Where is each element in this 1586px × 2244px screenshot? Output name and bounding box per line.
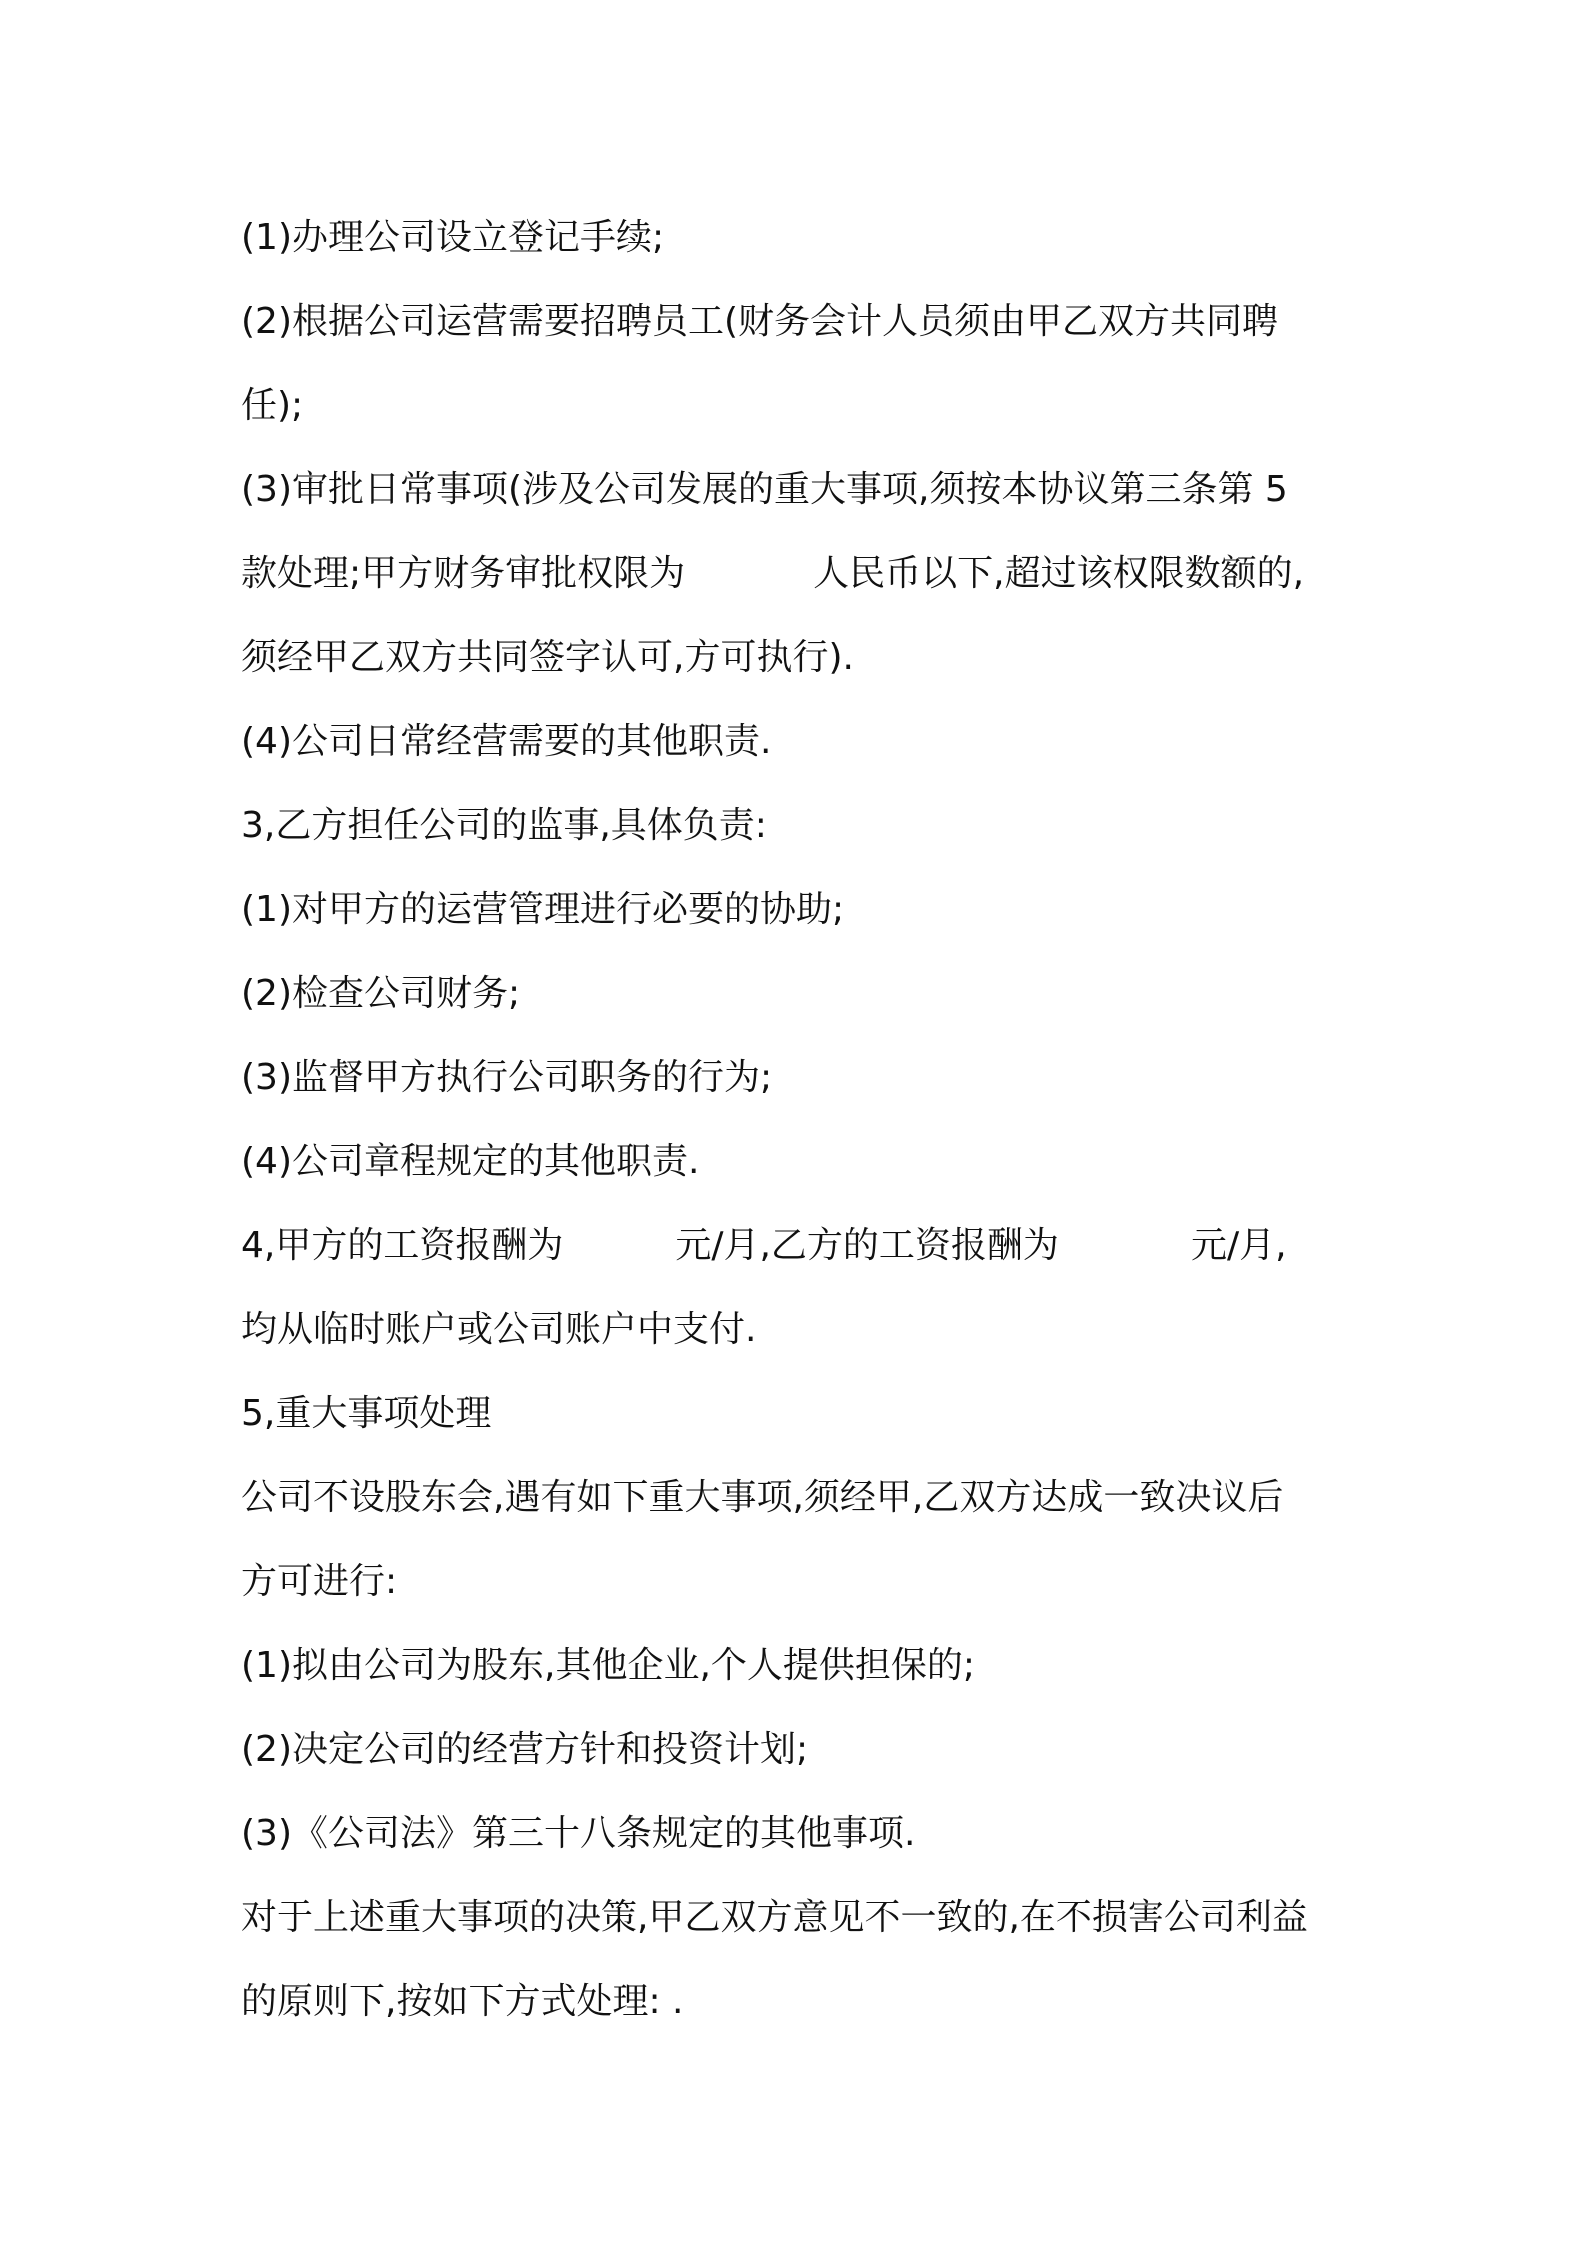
line-text: 5,重大事项处理 (241, 1393, 492, 1434)
text-line (241, 1036, 1361, 1120)
text-line (241, 616, 1361, 700)
line-text: (3)监督甲方执行公司职务的行为; (241, 1057, 773, 1098)
line-text: (1)对甲方的运营管理进行必要的协助; (241, 889, 845, 930)
line-text: 款处理;甲方财务审批权限为 (241, 553, 686, 594)
line-text: (1)拟由公司为股东,其他企业,个人提供担保的; (241, 1645, 976, 1686)
text-line (241, 784, 1361, 868)
line-text: 须经甲乙双方共同签字认可,方可执行). (241, 637, 854, 678)
text-line (241, 1960, 1361, 2044)
line-text: (2)根据公司运营需要招聘员工(财务会计人员须由甲乙双方共同聘 (241, 301, 1279, 342)
line-text: 对于上述重大事项的决策,甲乙双方意见不一致的,在不损害公司利益 (241, 1897, 1308, 1938)
text-line (241, 1792, 1361, 1876)
text-line (241, 1372, 1361, 1456)
text-line (241, 1624, 1361, 1708)
text-line (241, 868, 1361, 952)
text-line (241, 952, 1361, 1036)
text-line (241, 280, 1361, 364)
text-line (241, 364, 1361, 448)
text-line (241, 1540, 1361, 1624)
line-text: 方可进行: (241, 1561, 398, 1602)
line-text: (3)审批日常事项(涉及公司发展的重大事项,须按本协议第三条第 5 (241, 469, 1288, 510)
line-text: (3)《公司法》第三十八条规定的其他事项. (241, 1813, 916, 1854)
text-line (241, 700, 1361, 784)
line-text: 元/月,乙方的工资报酬为 (675, 1225, 1059, 1266)
line-text: (4)公司章程规定的其他职责. (241, 1141, 700, 1182)
document-body (241, 196, 1361, 2044)
text-line (241, 1876, 1361, 1960)
text-line (241, 448, 1361, 532)
line-text: 人民币以下,超过该权限数额的, (813, 553, 1305, 594)
text-line (241, 1456, 1361, 1540)
text-line (241, 1204, 1361, 1288)
line-text: (1)办理公司设立登记手续; (241, 217, 665, 258)
text-line (241, 1120, 1361, 1204)
line-text: 公司不设股东会,遇有如下重大事项,须经甲,乙双方达成一致决议后 (241, 1477, 1284, 1518)
line-text: 3,乙方担任公司的监事,具体负责: (241, 805, 767, 846)
text-line (241, 196, 1361, 280)
text-line (241, 1288, 1361, 1372)
line-text: 任); (241, 385, 304, 426)
line-text: (4)公司日常经营需要的其他职责. (241, 721, 772, 762)
line-text: 元/月, (1190, 1225, 1287, 1266)
text-line (241, 532, 1361, 616)
line-text: 4,甲方的工资报酬为 (241, 1225, 564, 1266)
text-line (241, 1708, 1361, 1792)
line-text: 的原则下,按如下方式处理: . (241, 1981, 684, 2022)
line-text: 均从临时账户或公司账户中支付. (241, 1309, 757, 1350)
line-text: (2)决定公司的经营方针和投资计划; (241, 1729, 809, 1770)
line-text: (2)检查公司财务; (241, 973, 521, 1014)
